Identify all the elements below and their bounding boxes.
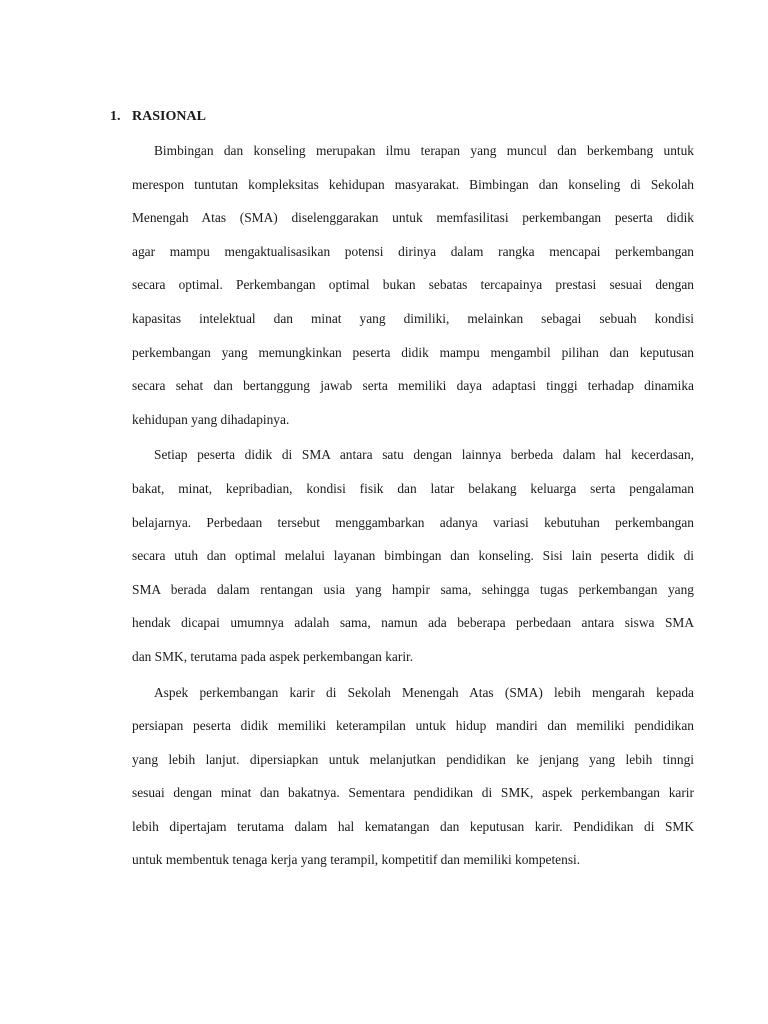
document-body	[110, 104, 694, 879]
paragraph-line: yang lebih lanjut. dipersiapkan untuk melanjutkan pendidikan ke jenjang yang lebih tinngi	[132, 751, 694, 767]
paragraph-line: persiapan peserta didik memiliki keterampilan untuk hidup mandiri dan memiliki pendidikan	[132, 718, 694, 734]
paragraph-line: sesuai dengan minat dan bakatnya. Sementara pendidikan di SMK, aspek perkembangan karir	[132, 785, 694, 801]
paragraph-line: secara sehat dan bertanggung jawab serta memiliki daya adaptasi tinggi terhadap dinamika	[132, 378, 694, 394]
paragraph-line: Setiap peserta didik di SMA antara satu dengan lainnya berbeda dalam hal kecerdasan,	[154, 447, 694, 463]
paragraph-line: dan SMK, terutama pada aspek perkembangan karir.	[132, 648, 414, 664]
paragraph-line: kapasitas intelektual dan minat yang dimiliki, melainkan sebagai sebuah kondisi	[132, 310, 694, 326]
paragraph-line: merespon tuntutan kompleksitas kehidupan masyarakat. Bimbingan dan konseling di Sekolah	[132, 176, 694, 192]
paragraph-line: lebih dipertajam terutama dalam hal kematangan dan keputusan karir. Pendidikan di SMK	[132, 818, 694, 834]
paragraph-2	[110, 438, 694, 673]
paragraph-line: Menengah Atas (SMA) diselenggarakan untuk memfasilitasi perkembangan peserta didik	[132, 210, 694, 226]
section-title: RASIONAL	[132, 109, 206, 124]
paragraph-line: secara optimal. Perkembangan optimal bukan sebatas tercapainya prestasi sesuai dengan	[132, 277, 694, 293]
section-number: 1.	[110, 109, 121, 124]
paragraph-line: SMA berada dalam rentangan usia yang hampir sama, sehingga tugas perkembangan yang	[132, 581, 694, 597]
paragraph-line: secara utuh dan optimal melalui layanan bimbingan dan konseling. Sisi lain peserta didik di	[132, 548, 694, 564]
paragraph-line: hendak dicapai umumnya adalah sama, namun ada beberapa perbedaan antara siswa SMA	[132, 615, 694, 631]
paragraph-1	[110, 134, 694, 436]
paragraph-3	[110, 676, 694, 878]
paragraph-line: Aspek perkembangan karir di Sekolah Menengah Atas (SMA) lebih mengarah kepada	[154, 684, 694, 700]
paragraph-line: kehidupan yang dihadapinya.	[132, 411, 290, 427]
paragraph-line: agar mampu mengaktualisasikan potensi dirinya dalam rangka mencapai perkembangan	[132, 243, 694, 259]
paragraph-line: Bimbingan dan konseling merupakan ilmu terapan yang muncul dan berkembang untuk	[154, 143, 694, 158]
paragraph-line: perkembangan yang memungkinkan peserta didik mampu mengambil pilihan dan keputusan	[132, 344, 694, 360]
paragraph-line: belajarnya. Perbedaan tersebut menggambarkan adanya variasi kebutuhan perkembangan	[132, 514, 694, 530]
paragraph-line: untuk membentuk tenaga kerja yang terampil, kompetitif dan memiliki kompetensi.	[132, 852, 581, 868]
paragraph-line: bakat, minat, kepribadian, kondisi fisik dan latar belakang keluarga serta pengalaman	[132, 480, 694, 496]
section-heading	[110, 104, 694, 130]
